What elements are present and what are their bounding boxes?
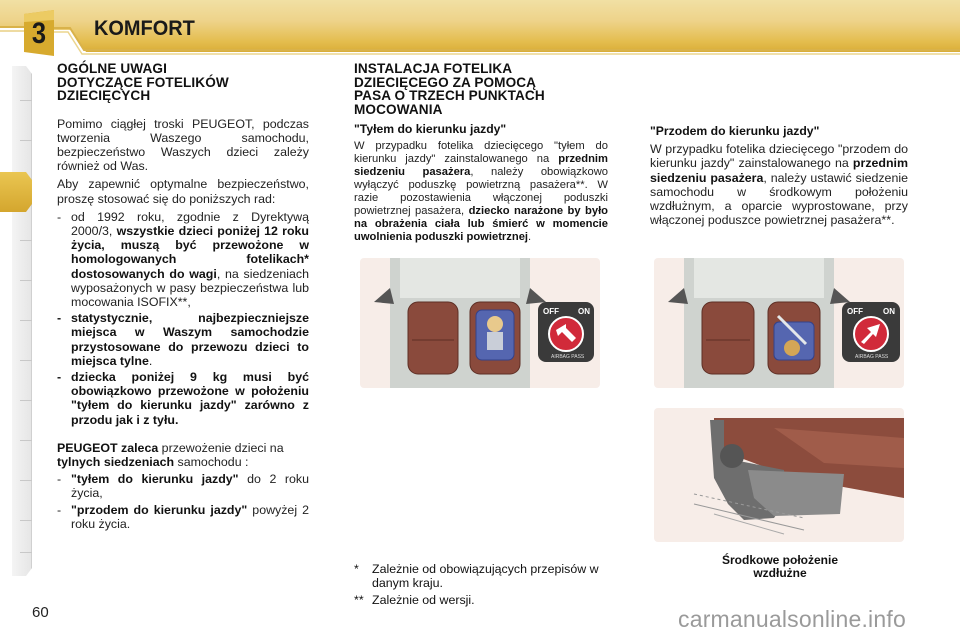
general-notes-section [57, 62, 309, 533]
recommendation-item [57, 472, 309, 500]
title-line: INSTALACJA FOTELIKA [354, 61, 513, 76]
airbag-switch-on-icon [842, 302, 900, 362]
title-line: OGÓLNE UWAGI [57, 61, 167, 76]
recommendation-item [57, 503, 309, 531]
advice-item [57, 370, 309, 427]
side-tab-divider [20, 280, 32, 281]
list-dash: - [57, 369, 62, 384]
chapter-title: KOMFORT [94, 17, 195, 40]
rear-facing-seat-illustration [360, 258, 600, 388]
rear-facing-paragraph [354, 140, 608, 244]
forward-facing-section [650, 124, 908, 231]
seat-figure-caption [660, 554, 900, 580]
recommendation-item-text: powyżej 2 roku życia. [71, 502, 309, 531]
side-tab-divider [20, 552, 32, 553]
advice-text: . [148, 353, 153, 368]
forward-facing-seat-illustration [654, 258, 904, 388]
side-tab-divider [20, 100, 32, 101]
body-text-bold: dziecko narażone by było na obrażenia ciała lub śmierć w momencie uwolnienia poduszki powietrznej [354, 205, 609, 244]
svg-text:ON: ON [578, 307, 590, 316]
list-dash: - [57, 472, 62, 487]
title-line: MOCOWANIA [354, 101, 443, 117]
advice-text-bold: dziecka poniżej 9 kg musi być obowiązkowo przewożone w położeniu "tyłem do kierunku jazdy" zarówno z przodu jak i z tyłu. [71, 369, 309, 427]
recommendation-item-text: do 2 roku życia, [71, 472, 310, 501]
title-line: DZIECIĘCYCH [57, 88, 151, 103]
recommendation-bold: tylnych siedzeniach [57, 454, 175, 469]
svg-text:OFF: OFF [847, 307, 863, 316]
footnote-text: Zależnie od obowiązujących przepisów w danym kraju. [372, 562, 599, 590]
car-interior-top-view [360, 258, 600, 388]
recommendation-paragraph [57, 441, 309, 469]
chapter-number: 3 [31, 17, 47, 50]
advice-text-bold: statystycznie, najbezpieczniejsze miejsca w Waszym samochodzie przystosowane do przewozu dzieci to miejsca tylne [71, 311, 309, 368]
intro-paragraph: Pomimo ciągłej troski PEUGEOT, podczas tworzenia Waszego samochodu, bezpieczeństwo Waszych dzieci zależy również od Was. [57, 116, 309, 174]
title-line: PASA O TRZECH PUNKTACH [354, 88, 545, 103]
body-text: W przypadku fotelika dziecięcego "przodem do kierunku jazdy" zainstalowanego na [650, 142, 908, 171]
side-tab-divider [20, 320, 32, 321]
svg-text:AIRBAG PASS: AIRBAG PASS [551, 354, 585, 360]
body-text: , należy obowiązkowo wyłączyć poduszkę powietrzną pasażera**. W razie pozostawienia włączonej poduszki powietrznej pasażera, [354, 166, 608, 218]
footnote [354, 593, 608, 607]
svg-text:OFF: OFF [543, 307, 559, 316]
side-tab-divider [20, 400, 32, 401]
footnote [354, 562, 608, 590]
caption-line: wzdłużne [753, 566, 807, 580]
side-tab-divider [20, 360, 32, 361]
footnotes [354, 562, 608, 610]
side-tab-divider [20, 140, 32, 141]
three-point-belt-section [354, 62, 608, 248]
advice-text: , na siedzeniach wyposażonych w pasy bezpieczeństwa lub mocowania ISOFIX**, [71, 266, 309, 309]
list-dash: - [57, 311, 62, 326]
svg-text:ON: ON [883, 307, 895, 316]
list-dash: - [57, 502, 62, 517]
recommendation-text: samochodu : [174, 454, 249, 469]
recommendation-item-bold: "tyłem do kierunku jazdy" [71, 472, 239, 487]
list-dash: - [57, 209, 62, 224]
chapter-side-rail [12, 66, 32, 576]
title-line: DZIECIĘCEGO ZA POMOCĄ [354, 74, 537, 90]
footnote-mark: ** [354, 593, 364, 607]
advice-item [57, 311, 309, 368]
airbag-switch-off-icon [538, 302, 594, 362]
car-interior-top-view [654, 258, 904, 388]
forward-facing-subtitle: "Przodem do kierunku jazdy" [650, 124, 820, 138]
title-line: DOTYCZĄCE FOTELIKÓW [57, 74, 229, 90]
advice-text-bold: wszystkie dzieci poniżej 12 roku życia, muszą być przewożone w homologowanych fotelikach* dostosowanych do wagi [71, 223, 309, 281]
footnote-mark: * [354, 562, 359, 576]
forward-facing-paragraph [650, 142, 908, 227]
advice-intro-paragraph: Aby zapewnić optymalne bezpieczeństwo, proszę stosować się do poniższych rad: [57, 177, 309, 206]
recommendation-bold: PEUGEOT zaleca [57, 440, 159, 455]
svg-text:AIRBAG PASS: AIRBAG PASS [855, 354, 889, 360]
body-text: . [528, 231, 532, 244]
recommendation-item-bold: "przodem do kierunku jazdy" [71, 502, 248, 517]
side-tab-divider [20, 520, 32, 521]
body-text-bold: przednim siedzeniu pasażera [650, 156, 908, 185]
seat-rail-illustration [654, 408, 904, 542]
footnote-text: Zależnie od wersji. [372, 593, 475, 607]
rear-facing-subtitle: "Tyłem do kierunku jazdy" [354, 122, 507, 136]
body-text: , należy ustawić siedzenie samochodu w środkowym położeniu wzdłużnym, a oparcie wyprostowane, przy włączonej poduszce powietrznej pasażera**. [650, 170, 908, 228]
side-tab-divider [20, 440, 32, 441]
advice-item [57, 210, 309, 309]
section-title-installation [354, 62, 608, 116]
side-tab-divider [20, 480, 32, 481]
page-number: 60 [32, 604, 49, 621]
section-title-general-notes [57, 62, 309, 103]
side-tab-divider [20, 240, 32, 241]
seat-middle-position-illustration [654, 408, 904, 542]
caption-line: Środkowe położenie [721, 553, 838, 567]
advice-text: od 1992 roku, zgodnie z Dyrektywą 2000/3, [71, 209, 309, 238]
recommendation-text: przewożenie dzieci na [158, 440, 284, 455]
watermark-link[interactable]: carmanualsonline.info [678, 606, 906, 632]
side-tab-chapter-3[interactable] [0, 172, 32, 212]
body-text-bold: przednim siedzeniu pasażera [354, 153, 608, 179]
body-text: W przypadku fotelika dziecięcego "tyłem do kierunku jazdy" zainstalowanego na [354, 140, 608, 166]
